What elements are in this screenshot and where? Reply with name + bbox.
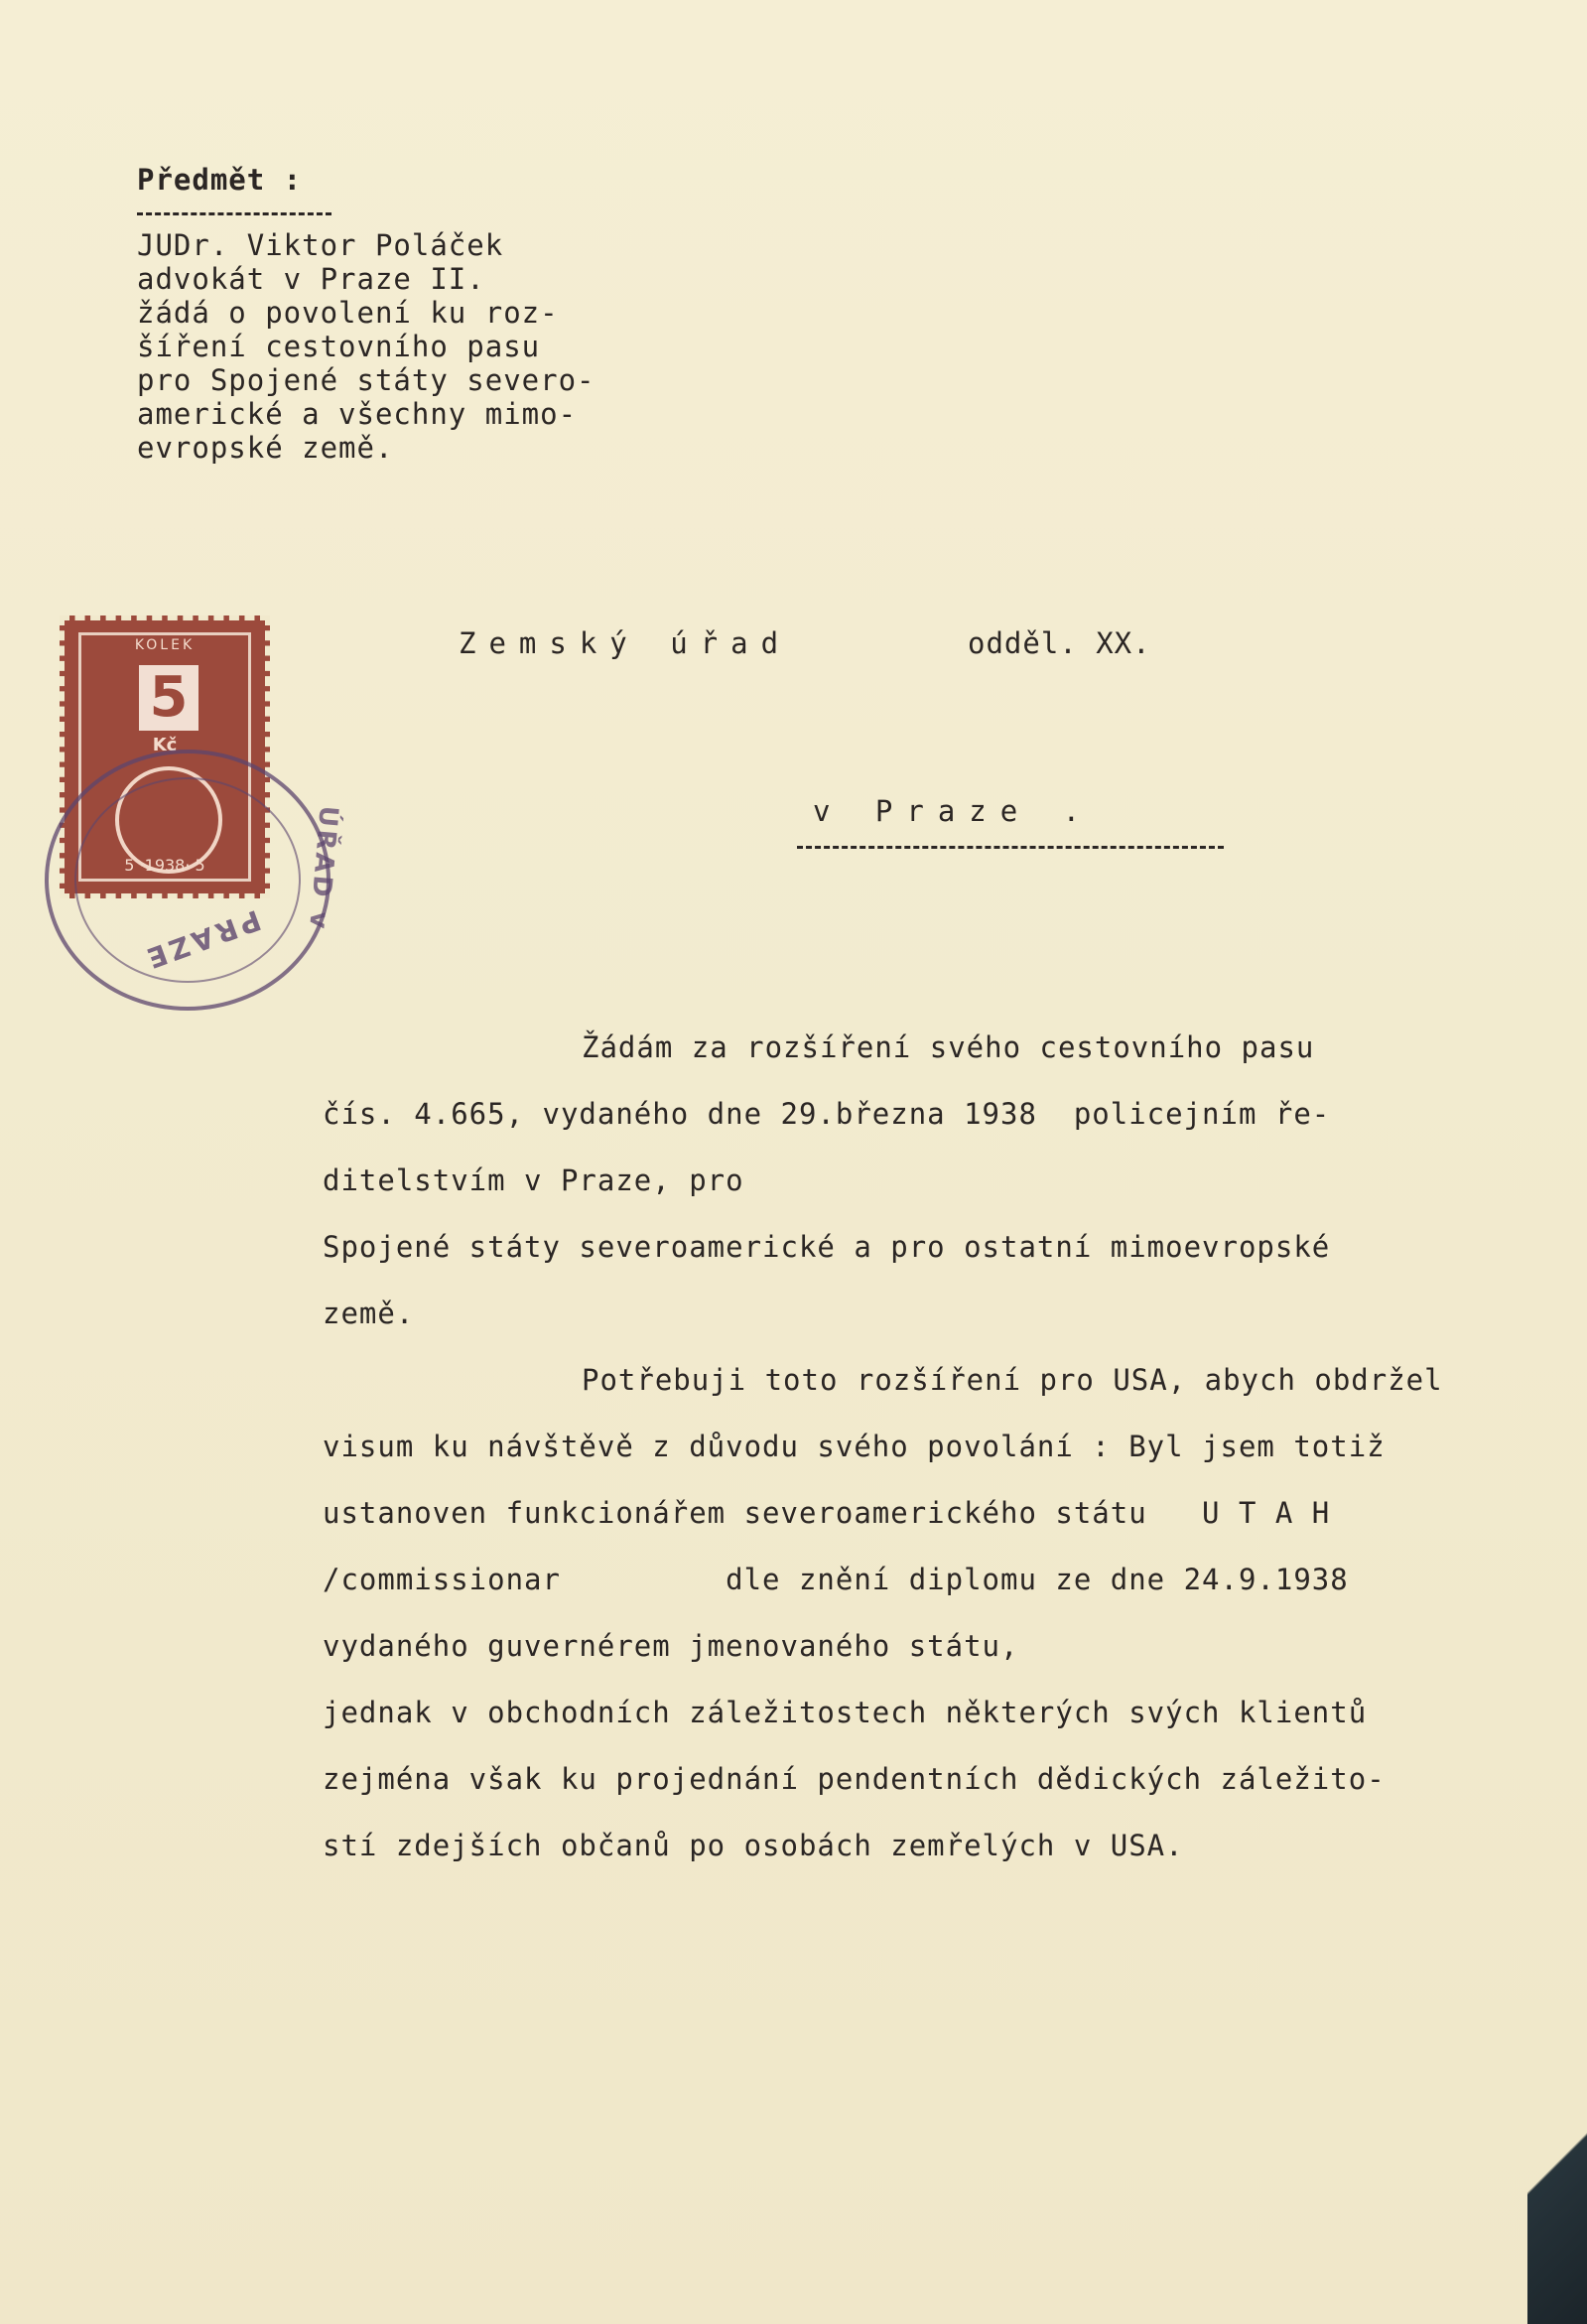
addressee-office: Zemský úřad	[459, 626, 792, 660]
body-line: Spojené státy severoamerické a pro ostatní mimoevropské	[323, 1230, 1331, 1264]
stamp-top-text: KOLEK	[134, 637, 196, 653]
addressee-city: v Praze .	[813, 794, 1095, 828]
body-line: Potřebuji toto rozšíření pro USA, abych obdržel	[582, 1363, 1443, 1397]
subject-line: advokát v Praze II.	[137, 262, 485, 296]
subject-line: evropské země.	[137, 431, 394, 465]
body-line: stí zdejších občanů po osobách zemřelých v USA.	[323, 1829, 1184, 1862]
body-line: visum ku návštěvě z důvodu svého povolání : Byl jsem totiž	[323, 1430, 1386, 1463]
body-line: země.	[323, 1297, 415, 1330]
scan-edge-shadow	[1527, 2035, 1587, 2324]
subject-line: žádá o povolení ku roz-	[137, 296, 559, 330]
office-seal	[45, 750, 331, 1011]
body-line: ustanoven funkcionářem severoamerického státu U T A H	[323, 1496, 1331, 1530]
subject-line: americké a všechny mimo-	[137, 397, 578, 431]
subject-label: Předmět :	[137, 163, 303, 197]
subject-line: JUDr. Viktor Poláček	[137, 228, 504, 262]
seal-text-bottom: PRAZE	[139, 902, 266, 977]
body-line: Žádám za rozšíření svého cestovního pasu	[582, 1030, 1315, 1064]
body-line: ditelstvím v Praze, pro	[323, 1163, 744, 1197]
body-line: /commissionar dle znění diplomu ze dne 24.9.1938	[323, 1563, 1349, 1596]
subject-underline	[137, 212, 331, 215]
addressee-department: odděl. XX.	[968, 626, 1151, 660]
body-line: jednak v obchodních záležitostech některých svých klientů	[323, 1696, 1368, 1729]
subject-line: pro Spojené státy severo-	[137, 363, 595, 397]
stamp-bottom-text: 5 ·1938· 5	[124, 856, 205, 875]
subject-line: šíření cestovního pasu	[137, 330, 541, 363]
stamp-unit: Kč	[152, 735, 178, 755]
stamp-value: 5	[139, 665, 198, 731]
body-line: vydaného guvernérem jmenovaného státu,	[323, 1629, 1019, 1663]
body-line: čís. 4.665, vydaného dne 29.března 1938 policejním ře-	[323, 1097, 1331, 1131]
seal-text-side: ÚŘAD v	[302, 804, 343, 933]
body-line: zejména však ku projednání pendentních dědických záležito-	[323, 1762, 1386, 1796]
city-underline	[797, 846, 1224, 849]
